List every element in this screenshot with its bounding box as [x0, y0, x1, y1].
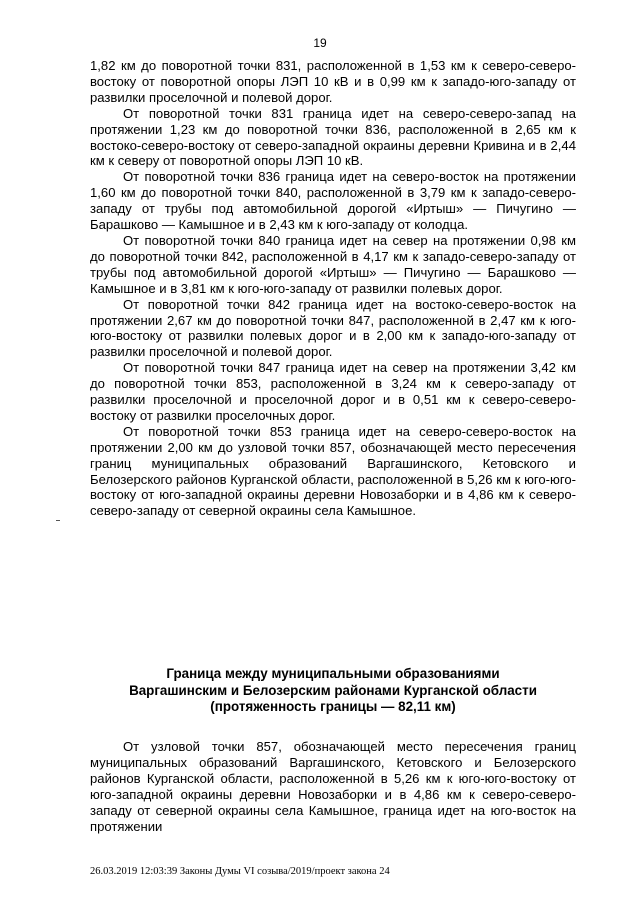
- paragraph: 1,82 км до поворотной точки 831, расположенной в 1,53 км к северо-северо-востоку от поворотной опоры ЛЭП 10 кВ и в 0,99 км к западо-юго-западу от развилки проселочной и полевой дорог.: [90, 58, 576, 105]
- margin-mark: [56, 520, 60, 521]
- footer-path: 26.03.2019 12:03:39 Законы Думы VI созыва/2019/проект закона 24: [90, 866, 390, 877]
- paragraph: От поворотной точки 842 граница идет на востоко-северо-восток на протяжении 2,67 км до поворотной точки 847, расположенной в 2,47 км к юго-юго-востоку от развилки полевых дорог и в 2,00 км к западо-юго-западу от развилки проселочной и полевой дорог.: [90, 296, 576, 360]
- paragraph: От поворотной точки 853 граница идет на северо-северо-восток на протяжении 2,00 км до узловой точки 857, обозначающей место пересечения границ муниципальных образований Варгашинского, Кетовского и Белозерского районов Курганской области, расположенной в 5,26 км к юго-юго-востоку от юго-западной окраины деревни Новозаборки и в 4,86 км к северо-северо-западу от северной окраины села Камышное.: [90, 423, 576, 519]
- paragraph: От узловой точки 857, обозначающей место пересечения границ муниципальных образований Варгашинского, Кетовского и Белозерского районов Курганской области, расположенной в 5,26 км к юго-юго-востоку от юго-западной окраины деревни Новозаборки и в 4,86 км к северо-северо-западу от северной окраины села Камышное, граница идет на юго-восток на протяжении: [90, 739, 576, 834]
- boundary-description: [90, 58, 576, 519]
- paragraph: От поворотной точки 831 граница идет на северо-северо-запад на протяжении 1,23 км до поворотной точки 836, расположенной в 2,65 км к востоко-северо-востоку от северо-западной окраины деревни Кривина и в 2,44 км к северу от поворотной опоры ЛЭП 10 кВ.: [90, 105, 576, 169]
- section-heading-line: (протяженность границы — 82,11 км): [210, 699, 456, 714]
- section-heading-line: Граница между муниципальными образованиями: [166, 666, 500, 681]
- section-body: [90, 739, 576, 834]
- page-number: 19: [313, 36, 327, 50]
- paragraph: От поворотной точки 836 граница идет на северо-восток на протяжении 1,60 км до поворотной точки 840, расположенной в 3,79 км к западо-северо-западу от трубы под автомобильной дорогой «Иртыш» — Пичугино — Барашково — Камышное и в 2,43 км к юго-западу от колодца.: [90, 169, 576, 233]
- section-heading: [90, 666, 576, 716]
- paragraph: От поворотной точки 847 граница идет на север на протяжении 3,42 км до поворотной точки 853, расположенной в 3,24 км к северо-западу от развилки проселочной и проселочной дорог и в 0,51 км к северо-северо-востоку от развилки проселочных дорог.: [90, 360, 576, 423]
- paragraph: От поворотной точки 840 граница идет на север на протяжении 0,98 км до поворотной точки 842, расположенной в 4,17 км к западо-северо-западу от трубы под автомобильной дорогой «Иртыш» — Пичугино — Барашково — Камышное и в 3,81 км к юго-юго-западу от развилки полевых дорог.: [90, 232, 576, 296]
- section-heading-line: Варгашинским и Белозерским районами Курганской области: [129, 682, 537, 698]
